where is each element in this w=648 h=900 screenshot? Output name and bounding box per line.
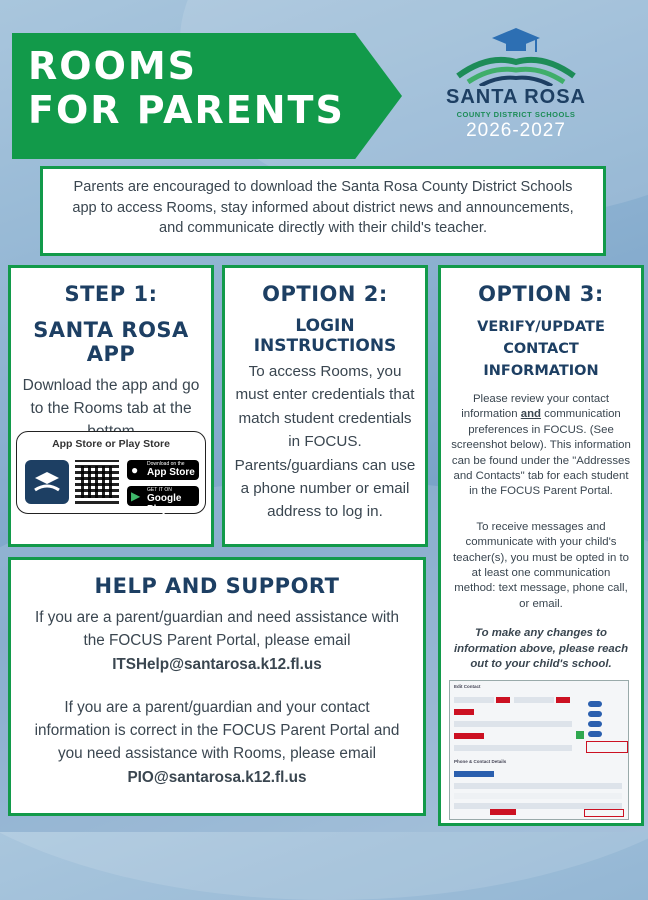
help-heading: HELP AND SUPPORT — [94, 574, 340, 598]
app-store-button[interactable] — [127, 460, 199, 480]
app-store-small-label: Download on the — [147, 461, 185, 467]
help-paragraph-1 — [31, 606, 403, 676]
badge-title: App Store or Play Store — [52, 438, 170, 450]
google-play-button[interactable] — [127, 486, 199, 515]
option2-subheading: LOGIN INSTRUCTIONS — [253, 316, 397, 356]
screenshot-title: Edit Contact — [454, 684, 481, 689]
santa-rosa-app-icon[interactable] — [25, 460, 69, 504]
page-title: ROOMS FOR PARENTS — [28, 44, 345, 132]
step1-body: Download the app and go to the Rooms tab at the — [22, 377, 200, 417]
option2-heading: OPTION 2: — [262, 282, 388, 306]
option3-paragraph-3: To make any changes to information above, please reach out to your child's school. — [453, 627, 629, 671]
option3-paragraph-1 — [451, 392, 631, 500]
screenshot-section: Phone & Contact Details — [454, 759, 507, 764]
option3-p1-before: Please review your contact information — [461, 393, 610, 421]
step1-heading: STEP 1: — [64, 282, 158, 306]
logo-subtitle: COUNTY DISTRICT SCHOOLS — [456, 110, 576, 119]
graduation-cap-logo-icon — [428, 24, 604, 86]
help-paragraph-2 — [31, 696, 403, 789]
focus-contact-screenshot — [449, 680, 629, 820]
help-p2-text: If you are a parent/guardian and your contact information is correct in the FOCUS Parent Portal and you need assistance with Rooms, please email — [34, 698, 400, 763]
apple-icon: ● — [131, 463, 139, 477]
option2-body: To access Rooms, you must enter credentials that match student credentials in FOCUS. Parents/guardians can use a phone number or email address to log in. — [234, 363, 416, 521]
intro-box — [40, 166, 606, 256]
option3-p1-after: communication preferences in FOCUS. (See screenshot below). This information can be found under the "Addresses and Contacts" tab for each student in the FOCUS Parent Portal. — [451, 408, 631, 498]
google-play-small-label: GET IT ON — [147, 487, 172, 493]
google-play-label: Google Play — [147, 493, 182, 515]
app-store-badge — [16, 431, 206, 514]
intro-text: Parents are encouraged to download the Santa Rosa County District Schools app to access Rooms, stay informed about district news and announcements, and communicate directly with their child's teacher. — [72, 179, 574, 236]
help-support-box — [8, 557, 426, 816]
step1-card — [8, 265, 214, 547]
logo-name: SANTA ROSA — [446, 86, 586, 108]
play-icon: ▶ — [131, 489, 141, 503]
pio-email-link[interactable]: PIO@santarosa.k12.fl.us — [127, 768, 307, 786]
option3-card — [438, 265, 644, 826]
qr-code-icon — [75, 460, 119, 504]
option3-heading: OPTION 3: — [478, 282, 604, 306]
option3-subheading: VERIFY/UPDATE CONTACT INFORMATION — [477, 319, 605, 379]
step1-subheading: SANTA ROSA APP — [33, 318, 189, 366]
option3-p1-and: and — [520, 408, 541, 421]
app-store-label: App Store — [147, 467, 195, 478]
its-help-email-link[interactable]: ITSHelp@santarosa.k12.fl.us — [112, 655, 322, 673]
option2-card — [222, 265, 428, 547]
option3-paragraph-2: To receive messages and communicate with your child's teacher(s), you must be opted in to at least one communication method: text message, phone call, or email. — [452, 520, 629, 610]
help-p1-text: If you are a parent/guardian and need assistance with the FOCUS Parent Portal, please email — [35, 609, 399, 650]
school-year: 2026-2027 — [466, 120, 566, 141]
